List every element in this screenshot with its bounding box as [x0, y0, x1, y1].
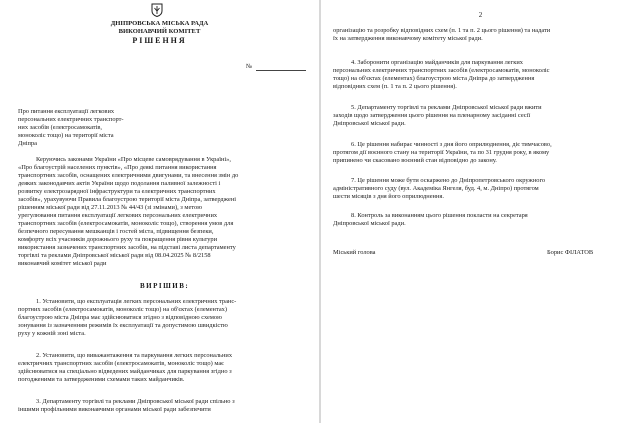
preamble-line: рішенням міської ради від 27.11.2013 № 44/43 (зі змінами), з метою: [18, 204, 202, 211]
title-line: Про питання експлуатації легкових: [18, 108, 115, 115]
item-line: руху у кожній зоні міста.: [18, 330, 86, 337]
item-line: 5. Департаменту торгівлі та реклами Дніпровської міської ради вжити: [351, 104, 542, 111]
preamble-line: засобів», урахувуючи Правила благоустрою території міста Дніпра, затверджені: [18, 196, 237, 203]
preamble-line: виконавчий комітет міської ради: [18, 260, 107, 267]
title-line: моноколіс тощо) на території міста: [18, 132, 114, 139]
item-line: тощо) на об'єктах (елементах) благоустрою міста Дніпра до затвердження: [333, 75, 535, 82]
page-number: 2: [478, 11, 483, 19]
item-line: 1. Установити, що експлуатація легких персональних електричних транс-: [36, 298, 237, 305]
number-underline: [256, 70, 306, 71]
signature-name: Борис ФІЛАТОВ: [547, 249, 594, 256]
item-line: Дніпровської міської ради.: [333, 120, 406, 127]
item-line: відповідних схем (п. 1 та п. 2 цього рішення).: [333, 83, 457, 90]
council-name: ДНІПРОВСЬКА МІСЬКА РАДА: [110, 20, 209, 27]
preamble-line: Керуючись законами України «Про місцеве самоврядування в Україні»,: [36, 156, 231, 163]
preamble-line: урегулювання питання експлуатації легкових персональних електричних: [18, 212, 218, 219]
item-line: адміністративного суду (вул. Академіка Янгеля, буд. 4, м. Дніпро) протягом: [333, 185, 539, 192]
document-page-2: [321, 0, 640, 423]
decision-number-label: №: [246, 63, 253, 70]
item-line: зонування із зазначенням режимів їх експлуатації та допустимою швидкістю: [18, 322, 228, 329]
item-line: 2. Установити, що виважантаження та паркування легких персональних: [36, 352, 233, 359]
item-line: припинено чи скасовано воєнний стан відповідно до закону.: [333, 157, 497, 164]
item-line: 4. Заборонити організацію майданчиків для паркування легких: [351, 59, 523, 66]
item-line: шести місяців з дня його оприлюднення.: [333, 193, 444, 200]
item-line: благоустрою міста Дніпра має здійснюватися згідно з відповідною схемою: [18, 314, 222, 321]
item-line: Дніпровської міської ради.: [333, 220, 406, 227]
item-line: погодженими та затвердженими схемами таких майданчиків.: [18, 376, 185, 383]
preamble-line: використання зазначених транспортних засобів, на підставі листа департаменту: [18, 244, 236, 251]
item-line: протягом дії воєнного стану на території України, та по 31 грудня року, в якому: [333, 149, 550, 156]
preamble-line: безпечного пересування мешканців і гостей міста, підвищення безпеки,: [18, 228, 214, 235]
decision-word: ВИРІШИВ:: [140, 282, 190, 290]
coat-of-arms-icon: [150, 3, 164, 17]
item-line: 7. Це рішення може бути оскаржено до Дніпропетровського окружного: [351, 177, 546, 184]
decision-heading: РІШЕННЯ: [132, 36, 187, 45]
item-line: 8. Контроль за виконанням цього рішення покласти на секретаря: [351, 212, 528, 219]
item-line: здійснюватися на спеціально відведених майданчиках для паркування згідно з: [18, 368, 232, 375]
preamble-line: розвитку електрозарядної інфраструктури та електричних транспортних: [18, 188, 216, 195]
document-page-1: [0, 0, 319, 423]
preamble-line: деяких законодавчих актів України щодо подолання паливної залежності і: [18, 180, 221, 187]
preamble-line: транспортних засобів, оснащених електричними двигунами, та внесення змін до: [18, 172, 239, 179]
item-line: їх на затвердження виконавчому комітету міської ради.: [333, 35, 483, 42]
title-line: персональних електричних транспорт-: [18, 116, 124, 123]
preamble-line: «Про благоустрій населених пунктів», «Про деякі питання використання: [18, 164, 217, 171]
item-line: організацію та розробку відповідних схем (п. 1 та п. 2 цього рішення) та надати: [333, 27, 551, 34]
item-line: заходів щодо затвердження цього рішення на пленарному засіданні сесії: [333, 112, 531, 119]
item-line: іншими профільними виконавчими органами міської ради забезпечити: [18, 406, 211, 413]
item-line: 3. Департаменту торгівлі та реклами Дніпровської міської ради спільно з: [36, 398, 235, 405]
signature-title: Міський голова: [333, 249, 376, 256]
preamble-line: торгівлі та реклами Дніпровської міської ради від 08.04.2025 № 8/2158: [18, 252, 211, 259]
title-line: Дніпра: [18, 140, 38, 147]
committee-name: ВИКОНАВЧИЙ КОМІТЕТ: [118, 28, 201, 35]
item-line: персональних електричних транспортних засобів (електросамокатів, моноколіс: [333, 67, 550, 74]
preamble-line: транспортних засобів (електросамокатів, моноколіс тощо), створення умов для: [18, 220, 234, 227]
title-line: них засобів (електросамокатів,: [18, 124, 102, 131]
preamble-line: комфорту всіх учасників дорожнього руху та покращення рівня культури: [18, 236, 218, 243]
item-line: портних засобів (електросамокатів, моноколіс тощо) на об'єктах (елементах): [18, 306, 227, 313]
item-line: електричних транспортних засобів (електросамокатів, моноколіс тощо) має: [18, 360, 224, 367]
item-line: 6. Це рішення набирає чинності з дня його оприлюднення, діє тимчасово,: [351, 141, 552, 148]
